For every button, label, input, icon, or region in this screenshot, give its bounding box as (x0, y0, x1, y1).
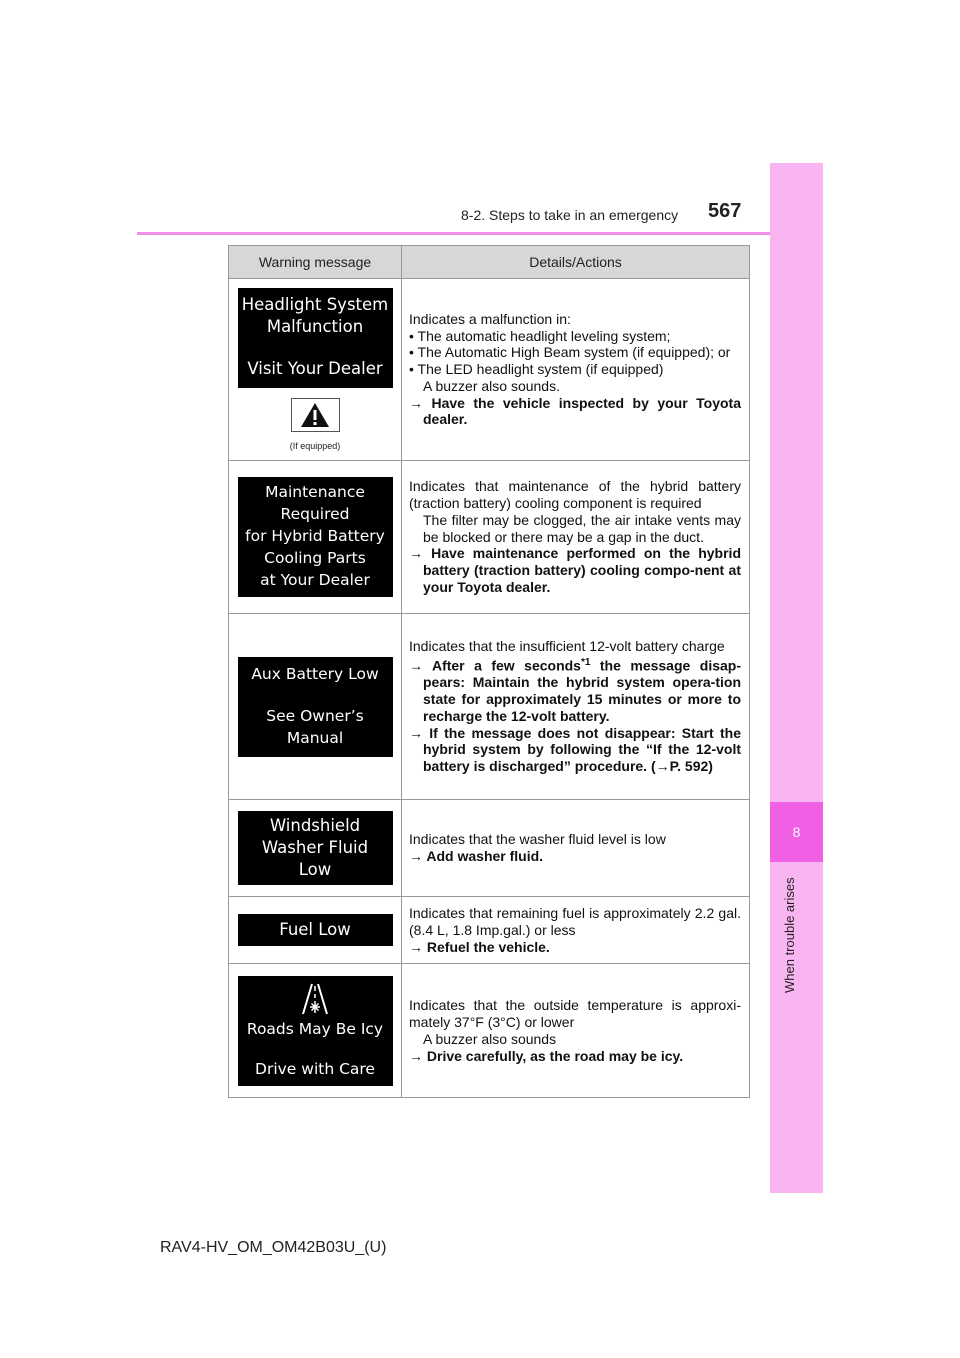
arrow-icon: → (409, 724, 423, 741)
details-action (409, 655, 741, 725)
page-number: 567 (708, 200, 742, 222)
washer-fluid-low-display (238, 811, 393, 885)
details-cell (402, 964, 750, 1098)
details-intro: Indicates that maintenance of the hybrid battery (traction battery) cooling component is required (409, 478, 741, 511)
header-divider (137, 232, 823, 235)
display-line: Visit Your Dealer (247, 359, 383, 378)
headlight-malfunction-display (238, 288, 393, 388)
roads-icy-display (238, 976, 393, 1086)
warning-display-cell (229, 461, 402, 614)
fuel-low-display (238, 914, 393, 946)
if-equipped-note: (If equipped) (289, 441, 341, 451)
action-text: Refuel the vehicle. (426, 938, 550, 955)
arrow-icon: → (409, 848, 423, 864)
details-cell (402, 279, 750, 461)
action-text: Drive carefully, as the road may be icy. (426, 1047, 684, 1064)
details-cell (402, 614, 750, 800)
warning-display-cell (229, 279, 402, 461)
action-text: Have the vehicle inspected by your Toyota dealer. (423, 394, 741, 428)
details-cell (402, 897, 750, 964)
details-intro: Indicates that the outside temperature is approxi-mately 37°F (3°C) or lower (409, 997, 741, 1031)
warning-message-table (228, 245, 750, 1098)
action-text: After a few seconds (431, 657, 581, 674)
table-header-row (229, 246, 750, 279)
display-line: Windshield (269, 816, 361, 835)
action-text: If the message does not disappear: Start the hybrid system by following the “If the 12-volt battery is discharged” procedure. (→P. 592) (423, 724, 741, 775)
details-note: A buzzer also sounds (423, 1030, 557, 1047)
table-row (229, 279, 750, 461)
details-bullet: • The LED headlight system (if equipped) (409, 361, 664, 378)
details-intro: Indicates that the washer fluid level is low (409, 831, 666, 848)
display-line: Washer Fluid (261, 838, 369, 857)
arrow-icon: → (409, 545, 423, 562)
maintenance-required-display (238, 477, 393, 597)
display-line: Headlight System (241, 295, 389, 314)
details-cell (402, 800, 750, 897)
warning-display-cell (229, 897, 402, 964)
chapter-number: 8 (770, 802, 823, 862)
details-intro: Indicates that remaining fuel is approximately 2.2 gal. (8.4 L, 1.8 Imp.gal.) or less (409, 905, 741, 938)
footer-document-code: RAV4-HV_OM_OM42B03U_(U) (160, 1239, 387, 1256)
details-note: The filter may be clogged, the air intake vents may be blocked or there may be a gap in the duct. (423, 511, 741, 545)
arrow-icon: → (409, 938, 423, 955)
action-text: Have maintenance performed on the hybrid battery (traction battery) cooling compo-nent at your Toyota dealer. (423, 545, 741, 595)
details-action (409, 725, 741, 775)
details-cell (402, 461, 750, 614)
display-line: Fuel Low (279, 920, 351, 940)
details-note: A buzzer also sounds. (423, 377, 560, 394)
side-tab (770, 163, 823, 1193)
table-row (229, 800, 750, 897)
display-line: Low (298, 860, 332, 879)
details-action (409, 395, 741, 429)
warning-display-cell (229, 800, 402, 897)
display-line: Aux Battery Low (251, 664, 379, 683)
action-text: the message disap-pears: Maintain the hybrid system opera-tion state for approximately 15 minutes or more to recharge the 12-volt battery. (423, 657, 741, 724)
aux-battery-low-display (238, 657, 393, 757)
display-spacer (238, 1040, 393, 1058)
icy-road-icon (238, 982, 393, 1018)
details-action (409, 848, 741, 865)
display-line: Required (280, 505, 350, 523)
display-line: Roads May Be Icy (246, 1019, 384, 1038)
details-intro: Indicates a malfunction in: (409, 310, 571, 327)
arrow-icon: → (409, 1047, 423, 1064)
details-bullet: • The Automatic High Beam system (if equipped); or (409, 344, 731, 361)
table-row (229, 461, 750, 614)
chapter-label: When trouble arises (782, 877, 797, 993)
warning-triangle-icon (291, 398, 340, 432)
details-action (409, 545, 741, 595)
table-row (229, 964, 750, 1098)
section-title: 8-2. Steps to take in an emergency (461, 207, 679, 223)
table-row (229, 614, 750, 800)
display-line: Drive with Care (255, 1059, 375, 1078)
arrow-icon: → (409, 394, 423, 411)
details-action (409, 1048, 741, 1065)
details-bullet: • The automatic headlight leveling system; (409, 327, 671, 344)
display-line: Cooling Parts (264, 549, 366, 567)
column-header-warning: Warning message (229, 246, 402, 279)
display-line: See Owner’s Manual (266, 706, 364, 747)
display-line: Maintenance (265, 483, 365, 501)
action-text: Add washer fluid. (426, 848, 544, 864)
display-line: Malfunction (266, 317, 364, 336)
details-action (409, 939, 741, 956)
warning-display-cell (229, 614, 402, 800)
table-row (229, 897, 750, 964)
column-header-details: Details/Actions (402, 246, 750, 279)
footnote-marker: *1 (580, 656, 591, 668)
display-spacer (238, 685, 393, 705)
warning-display-cell (229, 964, 402, 1098)
display-line: at Your Dealer (260, 571, 370, 589)
arrow-icon: → (409, 657, 423, 674)
display-line: for Hybrid Battery (245, 527, 385, 545)
display-spacer (238, 338, 393, 358)
details-intro: Indicates that the insufficient 12-volt battery charge (409, 637, 725, 654)
